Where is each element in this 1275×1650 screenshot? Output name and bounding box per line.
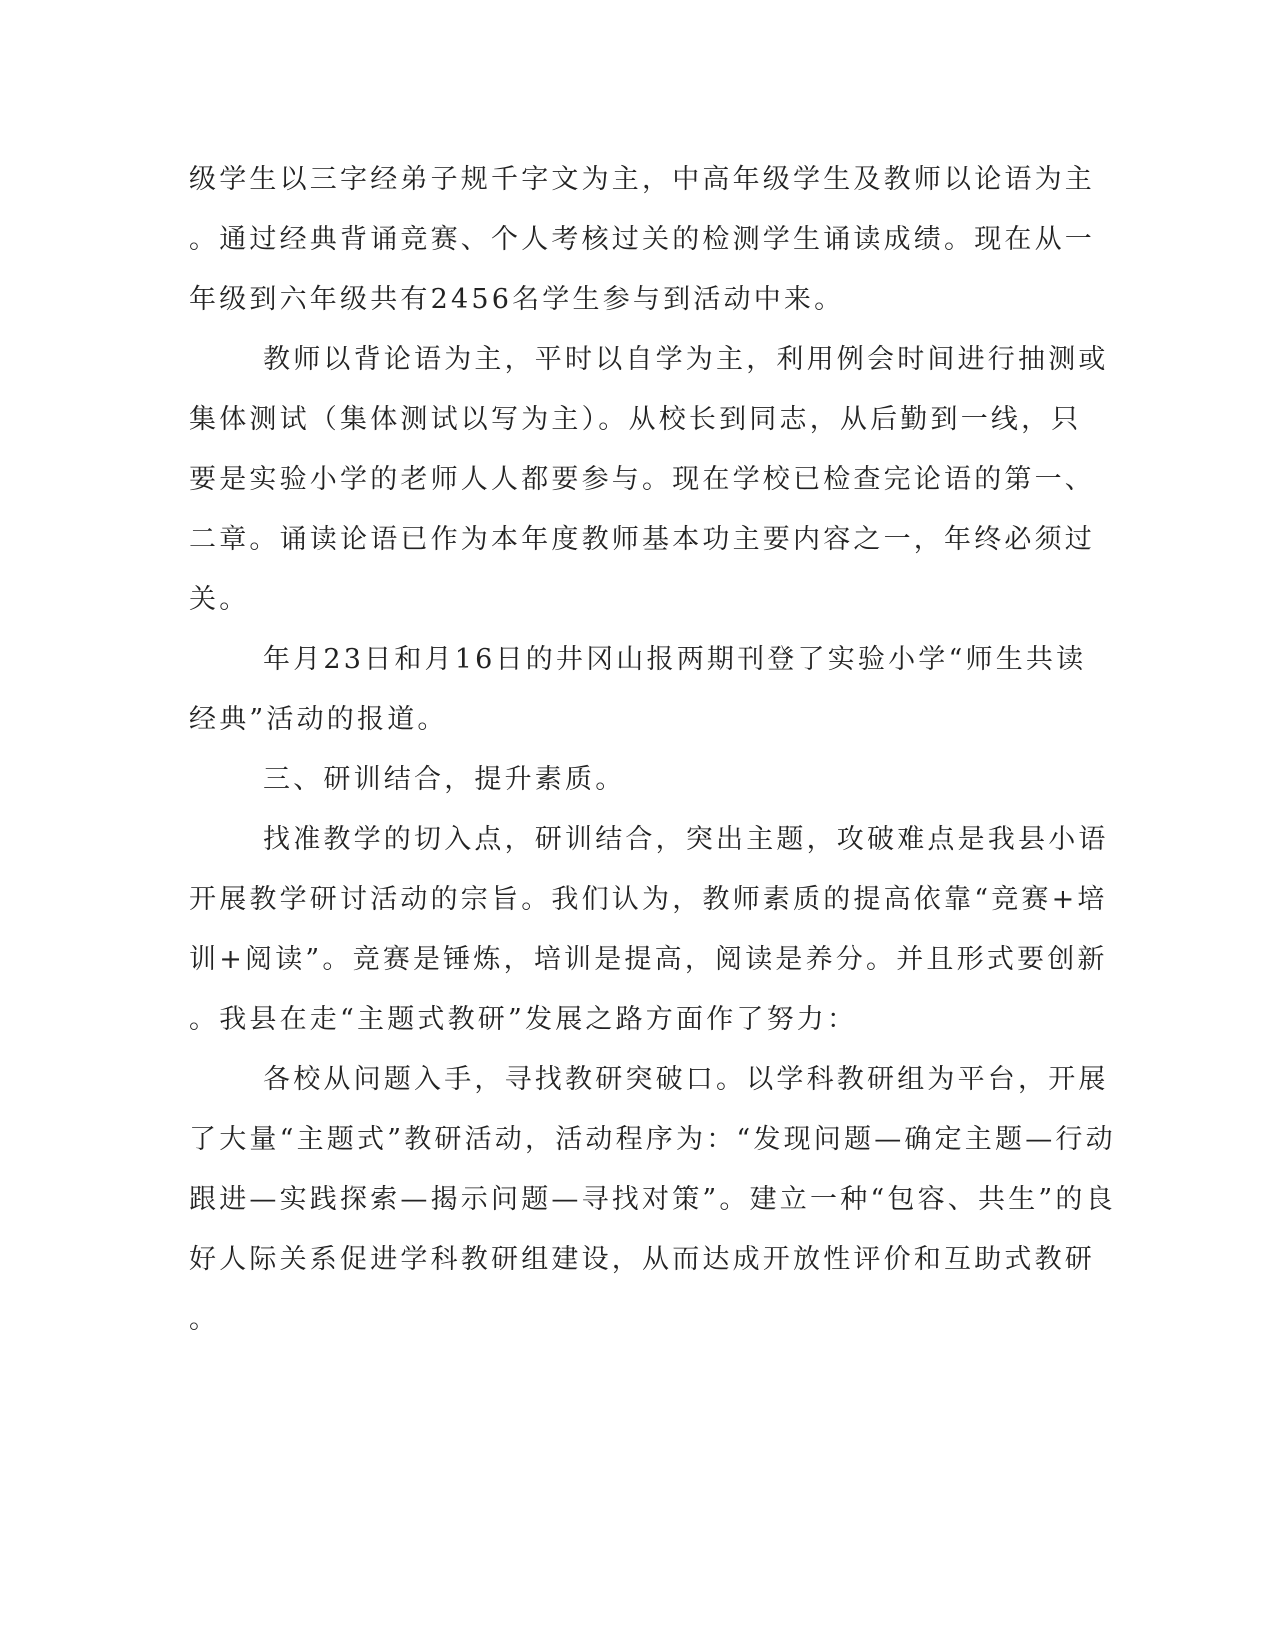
text-line: 级学生以三字经弟子规千字文为主，中高年级学生及教师以论语为主 — [189, 164, 1095, 195]
text-line: 年级到六年级共有2456名学生参与到活动中来。 — [189, 284, 845, 315]
text-line: 跟进—实践探索—揭示问题—寻找对策”。建立一种“包容、共生”的良 — [189, 1184, 1116, 1215]
section-heading: 三、研训结合，提升素质。 — [263, 764, 626, 795]
paragraph-start-line: 找准教学的切入点，研训结合，突出主题，攻破难点是我县小语 — [263, 824, 1109, 855]
text-line: 关。 — [189, 584, 250, 615]
text-line: 。我县在走“主题式教研”发展之路方面作了努力： — [189, 1004, 858, 1035]
text-line: 好人际关系促进学科教研组建设，从而达成开放性评价和互助式教研 — [189, 1244, 1095, 1275]
paragraph-start-line: 各校从问题入手，寻找教研突破口。以学科教研组为平台，开展 — [263, 1064, 1109, 1095]
text-line: 开展教学研讨活动的宗旨。我们认为，教师素质的提高依靠“竞赛+培 — [189, 884, 1108, 915]
paragraph-start-line: 教师以背论语为主，平时以自学为主，利用例会时间进行抽测或 — [263, 344, 1109, 375]
text-line: 要是实验小学的老师人人都要参与。现在学校已检查完论语的第一、 — [189, 464, 1095, 495]
text-line: 了大量“主题式”教研活动，活动程序为：“发现问题—确定主题—行动 — [189, 1124, 1116, 1155]
text-line: 集体测试（集体测试以写为主）。从校长到同志，从后勤到一线，只 — [189, 404, 1082, 435]
text-line: 二章。诵读论语已作为本年度教师基本功主要内容之一，年终必须过 — [189, 524, 1095, 555]
text-line: 。 — [189, 1304, 220, 1335]
text-line: 。通过经典背诵竞赛、个人考核过关的检测学生诵读成绩。现在从一 — [189, 224, 1095, 255]
text-line: 训+阅读”。竞赛是锤炼，培训是提高，阅读是养分。并且形式要创新 — [189, 944, 1108, 975]
text-line: 经典”活动的报道。 — [189, 704, 448, 735]
paragraph-start-line: 年月23日和月16日的井冈山报两期刊登了实验小学“师生共读 — [263, 644, 1087, 675]
